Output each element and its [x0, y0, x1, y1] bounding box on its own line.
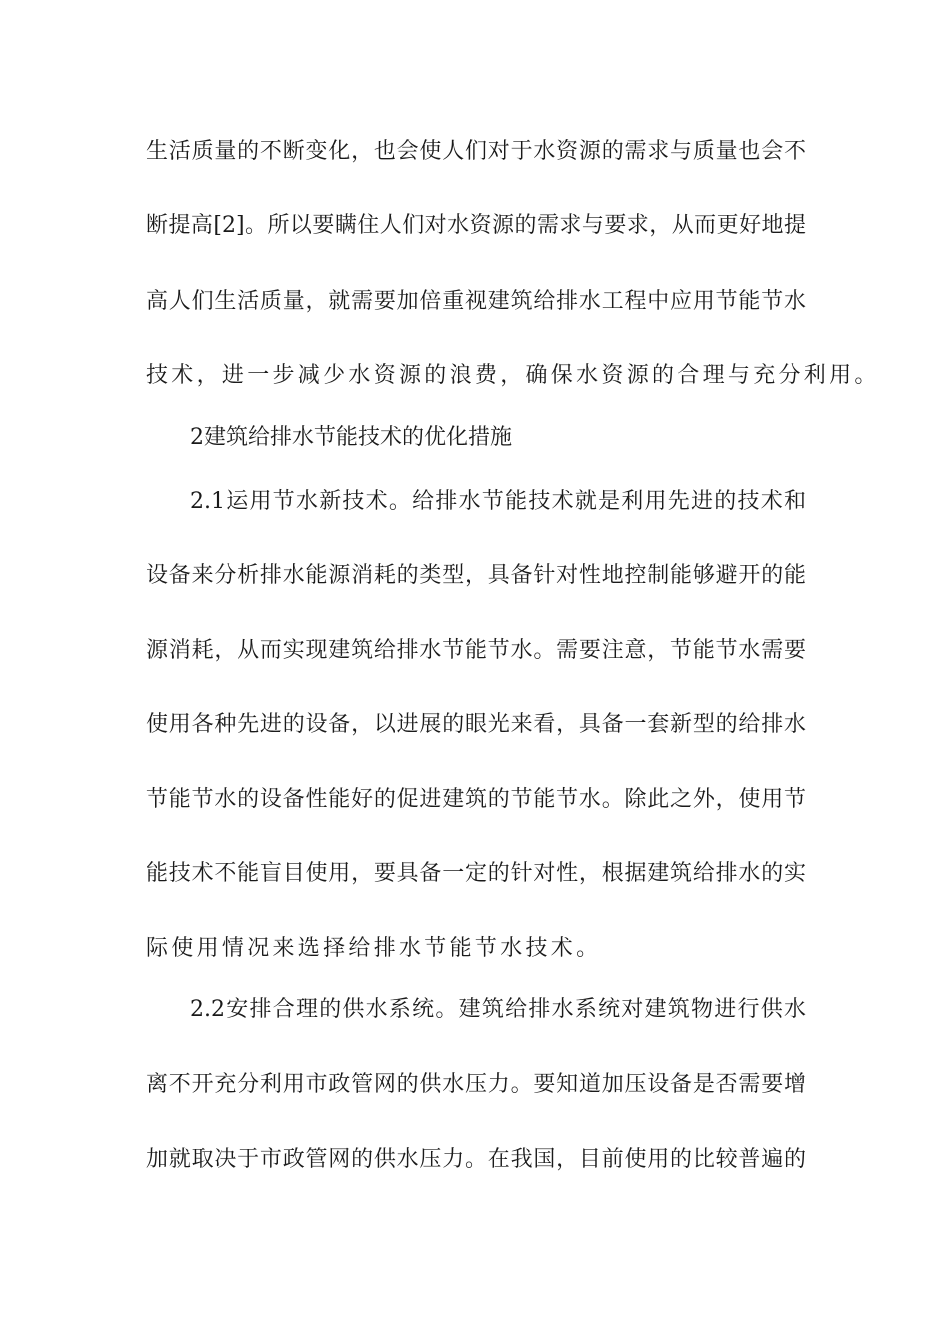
body-text-line: 能技术不能盲目使用，要具备一定的针对性，根据建筑给排水的实	[146, 861, 806, 886]
body-text-line: 源消耗，从而实现建筑给排水节能节水。需要注意，节能节水需要	[146, 638, 806, 663]
body-text-line: 际使用情况来选择给排水节能节水技术。	[146, 936, 602, 961]
body-text-line: 断提高[2]。所以要瞒住人们对水资源的需求与要求，从而更好地提	[146, 213, 806, 238]
body-text-line: 节能节水的设备性能好的促进建筑的节能节水。除此之外，使用节	[146, 787, 806, 812]
body-text-line: 离不开充分利用市政管网的供水压力。要知道加压设备是否需要增	[146, 1072, 806, 1097]
body-text-line: 设备来分析排水能源消耗的类型，具备针对性地控制能够避开的能	[146, 563, 806, 588]
body-text-line: 高人们生活质量，就需要加倍重视建筑给排水工程中应用节能节水	[146, 289, 806, 314]
body-text-line: 加就取决于市政管网的供水压力。在我国，目前使用的比较普遍的	[146, 1147, 806, 1172]
section-heading: 2建筑给排水节能技术的优化措施	[190, 425, 512, 450]
body-text-line: 生活质量的不断变化，也会使人们对于水资源的需求与质量也会不	[146, 139, 806, 164]
body-text-line: 技术，进一步减少水资源的浪费，确保水资源的合理与充分利用。	[146, 363, 880, 388]
subsection-first-line: 2.2安排合理的供水系统。建筑给排水系统对建筑物进行供水	[190, 997, 806, 1022]
body-text-line: 使用各种先进的设备，以进展的眼光来看，具备一套新型的给排水	[146, 712, 806, 737]
subsection-first-line: 2.1运用节水新技术。给排水节能技术就是利用先进的技术和	[190, 489, 806, 514]
